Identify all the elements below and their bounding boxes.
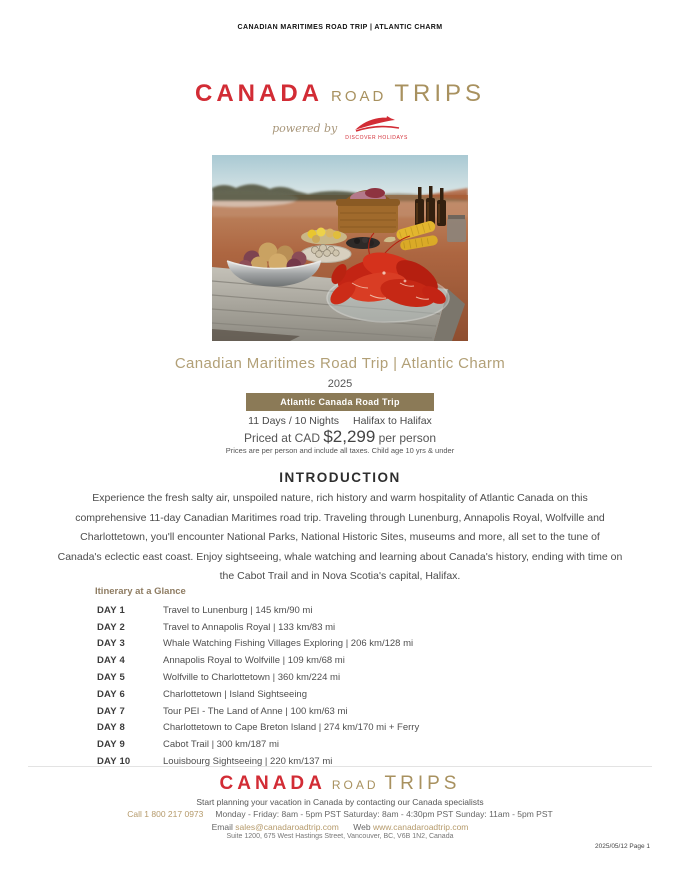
day-label: DAY 10	[97, 756, 131, 768]
day-label: DAY 7	[97, 705, 125, 717]
day-description: Cabot Trail | 300 km/187 mi	[163, 739, 279, 751]
office-hours: Monday - Friday: 8am - 5pm PST Saturday: 8am - 4:30pm PST Sunday: 11am - 5pm PST	[215, 809, 553, 819]
brand-logo	[0, 80, 680, 108]
email-link[interactable]: sales@canadaroadtrip.com	[235, 822, 339, 832]
logo-word-road: ROAD	[330, 88, 387, 105]
itinerary-row	[97, 669, 567, 686]
day-description: Tour PEI - The Land of Anne | 100 km/63 mi	[163, 705, 348, 717]
day-description: Annapolis Royal to Wolfville | 109 km/68 mi	[163, 655, 345, 667]
page-number: 2025/05/12 Page 1	[595, 843, 650, 850]
itinerary-row	[97, 703, 567, 720]
trip-title: Canadian Maritimes Road Trip | Atlantic Charm	[174, 355, 506, 372]
day-label: DAY 6	[97, 688, 125, 700]
itinerary-row	[97, 652, 567, 669]
day-description: Travel to Lunenburg | 145 km/90 mi	[163, 604, 313, 616]
phone-link[interactable]: Call 1 800 217 0973	[127, 809, 204, 819]
itinerary-row	[97, 686, 567, 703]
trip-route: Halifax to Halifax	[353, 415, 432, 427]
day-description: Travel to Annapolis Royal | 133 km/83 mi	[163, 621, 336, 633]
day-description: Charlottetown | Island Sightseeing	[163, 688, 307, 700]
running-head: CANADIAN MARITIMES ROAD TRIP | ATLANTIC CHARM	[237, 24, 443, 31]
trip-price-line	[0, 427, 680, 447]
footer-divider	[28, 766, 652, 767]
price-value: $2,299	[323, 427, 376, 446]
day-label: DAY 9	[97, 739, 125, 751]
powered-by-brand-name: DISCOVER HOLIDAYS	[345, 135, 408, 141]
price-note: Prices are per person and include all taxes. Child age 10 yrs & under	[225, 446, 455, 455]
website-link[interactable]: www.canadaroadtrip.com	[372, 822, 469, 832]
trip-duration: 11 Days / 10 Nights	[248, 415, 340, 427]
day-description: Charlottetown to Cape Breton Island | 274 km/170 mi + Ferry	[163, 722, 420, 734]
day-label: DAY 3	[97, 638, 125, 650]
logo-word-canada: CANADA	[194, 80, 323, 107]
day-description: Wolfville to Charlottetown | 360 km/224 mi	[163, 672, 341, 684]
hero-photo-illustration	[212, 155, 468, 341]
footer-brand-logo	[0, 773, 680, 795]
powered-by-brand	[345, 114, 408, 141]
trip-year: 2025	[327, 378, 353, 390]
itinerary-list	[97, 602, 567, 770]
itinerary-row	[97, 720, 567, 737]
logo-word-trips: TRIPS	[384, 773, 461, 794]
powered-by-label: powered by	[272, 122, 338, 135]
powered-by-block	[0, 114, 680, 141]
day-label: DAY 1	[97, 604, 125, 616]
itinerary-row	[97, 619, 567, 636]
day-description: Whale Watching Fishing Villages Exploring | 206 km/128 mi	[163, 638, 414, 650]
day-label: DAY 2	[97, 621, 125, 633]
footer-tagline: Start planning your vacation in Canada by contacting our Canada specialists	[196, 797, 484, 807]
day-label: DAY 5	[97, 672, 125, 684]
itinerary-row	[97, 736, 567, 753]
web-label: Web	[353, 822, 371, 832]
introduction-heading: INTRODUCTION	[279, 470, 401, 485]
day-label: DAY 8	[97, 722, 125, 734]
discover-holidays-swoosh-icon	[351, 114, 403, 134]
hero-photo	[212, 155, 468, 341]
itinerary-row	[97, 602, 567, 619]
trip-meta	[0, 415, 680, 427]
day-description: Louisbourg Sightseeing | 220 km/137 mi	[163, 756, 333, 768]
introduction-paragraph: Experience the fresh salty air, unspoiled nature, rich history and warm hospitality of Atlantic Canada on this comprehensive 11-day Canadian Maritimes road trip. Traveling through Lunenburg, Annapolis Royal, Wolfville and Charlottetown, you'll encounter National Parks, National Historic Sites, museums and more, all set to the tune of Canada's eclectic east coast. Enjoy sightseeing, whale watching and learning about Canada's history, ending with time on the Cabot Trail and in Nova Scotia's capital, Halifax.	[57, 492, 623, 582]
footer-links-line	[0, 822, 680, 832]
logo-word-trips: TRIPS	[394, 80, 486, 107]
email-label: Email	[211, 822, 233, 832]
price-prefix: Priced at CAD	[243, 431, 320, 445]
footer-contact-line	[0, 809, 680, 819]
trip-badge-row	[0, 392, 680, 411]
price-suffix: per person	[378, 431, 437, 445]
itinerary-row	[97, 636, 567, 653]
footer-address: Suite 1200, 675 West Hastings Street, Vancouver, BC, V6B 1N2, Canada	[226, 833, 454, 840]
day-label: DAY 4	[97, 655, 125, 667]
itinerary-row	[97, 753, 567, 770]
logo-word-canada: CANADA	[219, 773, 326, 794]
itinerary-heading: Itinerary at a Glance	[95, 586, 186, 597]
trip-category-badge: Atlantic Canada Road Trip	[246, 393, 434, 411]
logo-word-road: ROAD	[331, 778, 379, 792]
